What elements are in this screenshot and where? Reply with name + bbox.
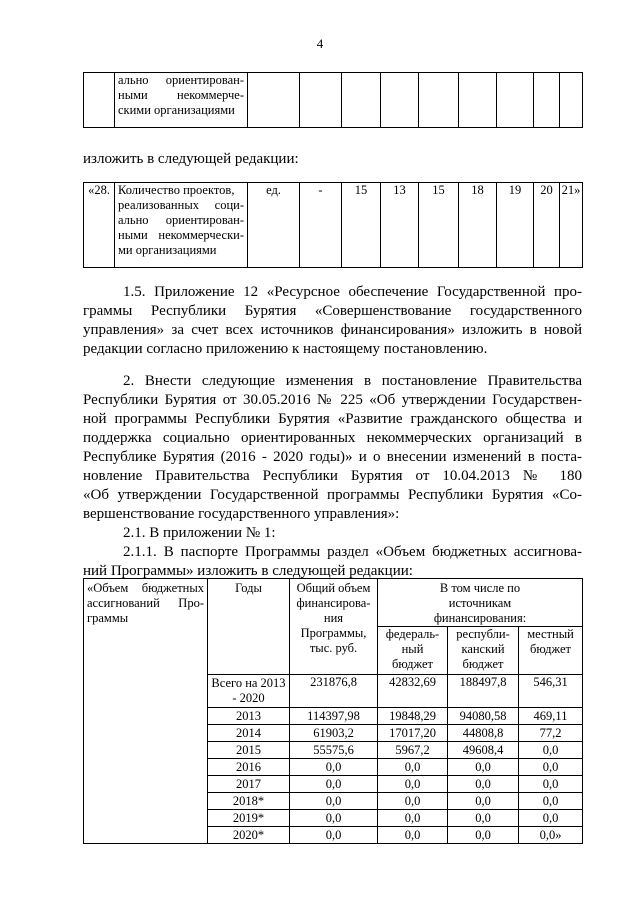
paragraph-1-5 [83,283,582,359]
header-federal: федераль- ный бюджет [378,627,448,675]
republic-cell: 0,0 [448,810,519,827]
cell-empty [84,73,115,128]
value-cell: 21» [560,183,583,268]
indicator-table-new [83,182,583,268]
year-cell: 2015 [208,742,290,759]
year-cell: 2019* [208,810,290,827]
text-line: скими организациями [118,103,235,117]
page-number: 4 [316,36,324,51]
text-line: ными некоммерче- [118,88,244,102]
year-cell: Всего на 2013 - 2020 [208,675,290,708]
text-line: ными некоммерчески- [118,228,244,242]
text-line: Количество проектов, [118,183,235,197]
header-republic: республи- канский бюджет [448,627,519,675]
indicator-name-cell [115,73,248,128]
local-cell: 0,0 [519,793,583,810]
text-line: граммы Республики Бурятия «Совершенствование государственного [83,303,582,319]
text-line: реализованных соци- [118,198,244,212]
text-line: Республики Бурятия от 30.05.2016 № 225 «Об утверждении Государствен- [83,392,582,408]
text-line: 2.1.1. В паспорте Программы раздел «Объем бюджетных ассигнова- [123,544,582,560]
header-years: Годы [208,579,290,675]
total-cell: 114397,98 [290,708,378,725]
indicator-name-cell [115,183,248,268]
value-cell: 15 [342,183,381,268]
text-line: ми организациями [118,243,217,257]
local-cell: 469,11 [519,708,583,725]
republic-cell: 94080,58 [448,708,519,725]
federal-cell: 17017,20 [378,725,448,742]
text-line: редакции согласно приложению к настоящему постановлению. [83,341,488,357]
local-cell: 0,0» [519,827,583,844]
local-cell: 0,0 [519,810,583,827]
year-cell: 2013 [208,708,290,725]
total-cell: 55575,6 [290,742,378,759]
republic-cell: 188497,8 [448,675,519,708]
row-number: «28. [84,183,115,268]
federal-cell: 5967,2 [378,742,448,759]
text-line: поддержка социально ориентированных некоммерческих организаций в [83,430,582,446]
total-cell: 0,0 [290,827,378,844]
value-cell: 20 [534,183,560,268]
local-cell: 0,0 [519,742,583,759]
text-line: Республике Бурятия (2016 - 2020 годы)» и о внесении изменений в поста- [83,449,582,465]
total-cell: 61903,2 [290,725,378,742]
value-cell: 18 [459,183,497,268]
federal-cell: 0,0 [378,776,448,793]
text-line: ально ориентирован- [118,213,244,227]
value-cell: 19 [497,183,534,268]
federal-cell: 0,0 [378,810,448,827]
year-cell: 2020* [208,827,290,844]
header-total: Общий объем финансирова- ния Программы, тыс. руб. [290,579,378,675]
local-cell: 77,2 [519,725,583,742]
text-line: управления» за счет всех источников финансирования» изложить в новой [83,322,582,338]
federal-cell: 0,0 [378,793,448,810]
intro-line: изложить в следующей редакции: [83,151,299,167]
paragraph-2 [83,372,582,524]
year-cell: 2016 [208,759,290,776]
text-line: ной программы Республики Бурятия «Развитие гражданского общества и [83,411,582,427]
republic-cell: 0,0 [448,759,519,776]
total-cell: 231876,8 [290,675,378,708]
text-line: ально ориентирован- [118,73,244,87]
indicator-table-old [83,72,583,128]
text-line: вершенствование государственного управления»: [83,506,400,522]
text-line: граммы [87,611,129,625]
text-line: «Объем бюджетных [87,581,204,595]
text-line: «Об утверждении Государственной программы Республики Бурятия «Со- [83,487,582,503]
text-line: новление Правительства Республики Бурятия от 10.04.2013 № 180 [83,468,582,484]
paragraph-2-1: 2.1. В приложении № 1: [123,525,276,541]
budget-table [83,578,583,844]
text-line: 1.5. Приложение 12 «Ресурсное обеспечение Государственной про- [123,284,582,300]
federal-cell: 42832,69 [378,675,448,708]
section-label-cell [84,579,208,844]
paragraph-2-1-1 [83,543,582,581]
value-cell: - [300,183,342,268]
federal-cell: 19848,29 [378,708,448,725]
republic-cell: 44808,8 [448,725,519,742]
year-cell: 2018* [208,793,290,810]
unit-cell: ед. [248,183,300,268]
total-cell: 0,0 [290,759,378,776]
text-line: ассигнований Про- [87,596,204,610]
total-cell: 0,0 [290,793,378,810]
local-cell: 0,0 [519,776,583,793]
republic-cell: 0,0 [448,827,519,844]
header-local: местный бюджет [519,627,583,675]
republic-cell: 49608,4 [448,742,519,759]
year-cell: 2014 [208,725,290,742]
value-cell: 15 [419,183,459,268]
year-cell: 2017 [208,776,290,793]
text-line: 2. Внести следующие изменения в постановление Правительства [123,373,582,389]
republic-cell: 0,0 [448,793,519,810]
total-cell: 0,0 [290,776,378,793]
federal-cell: 0,0 [378,759,448,776]
total-cell: 0,0 [290,810,378,827]
federal-cell: 0,0 [378,827,448,844]
text-line: ний Программы» изложить в следующей редакции: [83,563,413,579]
local-cell: 0,0 [519,759,583,776]
republic-cell: 0,0 [448,776,519,793]
header-sources: В том числе по источникам финансирования: [378,579,583,627]
local-cell: 546,31 [519,675,583,708]
value-cell: 13 [381,183,419,268]
